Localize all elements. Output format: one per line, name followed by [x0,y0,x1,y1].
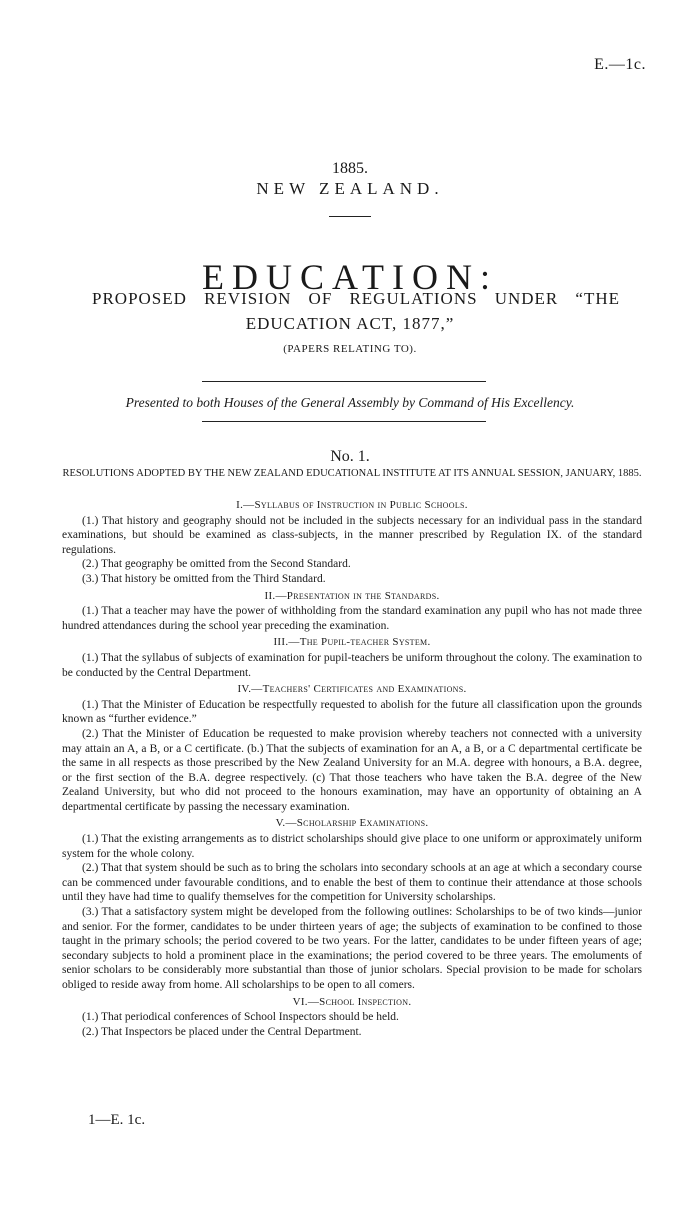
presented-line: Presented to both Houses of the General Assembly by Command of His Excellency. [125,395,575,410]
document-number: No. 1. [330,448,370,465]
page-title: EDUCATION: [202,257,498,297]
paragraph: (3.) That history be omitted from the Third Standard. [82,572,326,585]
section-heading: II.—Presentation in the Standards. [264,589,440,602]
short-rule [329,216,371,217]
paragraph: (1.) That history and geography should not be included in the subjects necessary for an individual pass in the standard examinations, but should be examined as class-subjects, in the manner prescribed by Regulation IX. of the standard regulations. [62,514,642,556]
paragraph: (2.) That geography be omitted from the Second Standard. [82,558,351,571]
paragraph: (1.) That the syllabus of subjects of examination for pupil-teachers be uniform throughout the colony. The examination to be conducted by the Central Department. [62,651,642,679]
section-heading: VI.—School Inspection. [292,995,412,1008]
rule-above-presented [202,381,486,382]
year: 1885. [332,160,368,177]
paragraph: (1.) That a teacher may have the power of withholding from the standard examination any pupil who has not made three hundred attendances during the school year preceding the examination. [62,605,642,632]
resolutions-body [62,496,642,1039]
rule-below-presented [202,421,486,422]
paragraph: (2.) That that system should be such as to bring the scholars into secondary schools at an age at which a secondary course can be commenced under favourable conditions, and to enable the best of them to continue their attendance at those schools until they have had time to qualify themselves for the competition for University scholarships. [62,862,642,904]
section-heading: I.—Syllabus of Instruction in Public Schools. [236,499,468,511]
subtitle-line-1: PROPOSED REVISION OF REGULATIONS UNDER “THE [92,289,620,308]
document-reference: E.—1c. [594,56,646,73]
subtitle-line-2: EDUCATION ACT, 1877,” [245,314,455,333]
section-heading: IV.—Teachers' Certificates and Examinations. [237,683,467,696]
section-heading: III.—The Pupil-teacher System. [273,636,431,649]
section-heading: V.—Scholarship Examinations. [275,817,429,830]
country: NEW ZEALAND. [256,179,444,198]
paragraph: (2.) That the Minister of Education be requested to make provision whereby teachers not connected with a university may attain an A, a B, or a C certificate. (b.) That the subjects of examination for an A, a B, or a C departmental certificate be the same in all respects as those prescribed by the New Zealand University for an M.A. degree with honours, a B.A. degree, or the first section of the B.A. degree respectively. (c) That those teachers who have taken the B.A. degree of the New Zealand University, but who did not proceed to the honours examination, may have an opportunity of obtaining an A departmental certificate by passing the necessary examination. [62,727,642,813]
paragraph: (2.) That Inspectors be placed under the Central Department. [82,1025,362,1038]
subtitle-note: (PAPERS RELATING TO). [283,343,417,355]
paragraph: (1.) That the Minister of Education be respectfully requested to abolish for the future all classification upon the grounds known as “further evidence.” [62,698,642,726]
paragraph: (3.) That a satisfactory system might be developed from the following outlines: Scholarships to be of two kinds—junior and senior. For the former, candidates to be under thirteen years of age; the subjects of examination to be confined to those taught in the primary schools; the period covered to be two years. For the latter, candidates to be under fifteen years of age; secondary subjects to hold a prominent place in the examinations; the period covered to be three years. The emoluments of senior scholars to be considerably more substantial than those of junior scholars. Special provision to be made for scholars obliged to reside away from home. All scholarships to be open to all comers. [62,906,642,991]
paragraph: (1.) That the existing arrangements as to district scholarships should give place to one uniform or approximately uniform system for the whole colony. [62,833,642,860]
page-signature: 1—E. 1c. [88,1112,146,1128]
resolution-heading: RESOLUTIONS ADOPTED BY THE NEW ZEALAND EDUCATIONAL INSTITUTE AT ITS ANNUAL SESSION, JANUARY, 1885. [62,468,642,479]
paragraph: (1.) That periodical conferences of School Inspectors should be held. [82,1011,399,1024]
